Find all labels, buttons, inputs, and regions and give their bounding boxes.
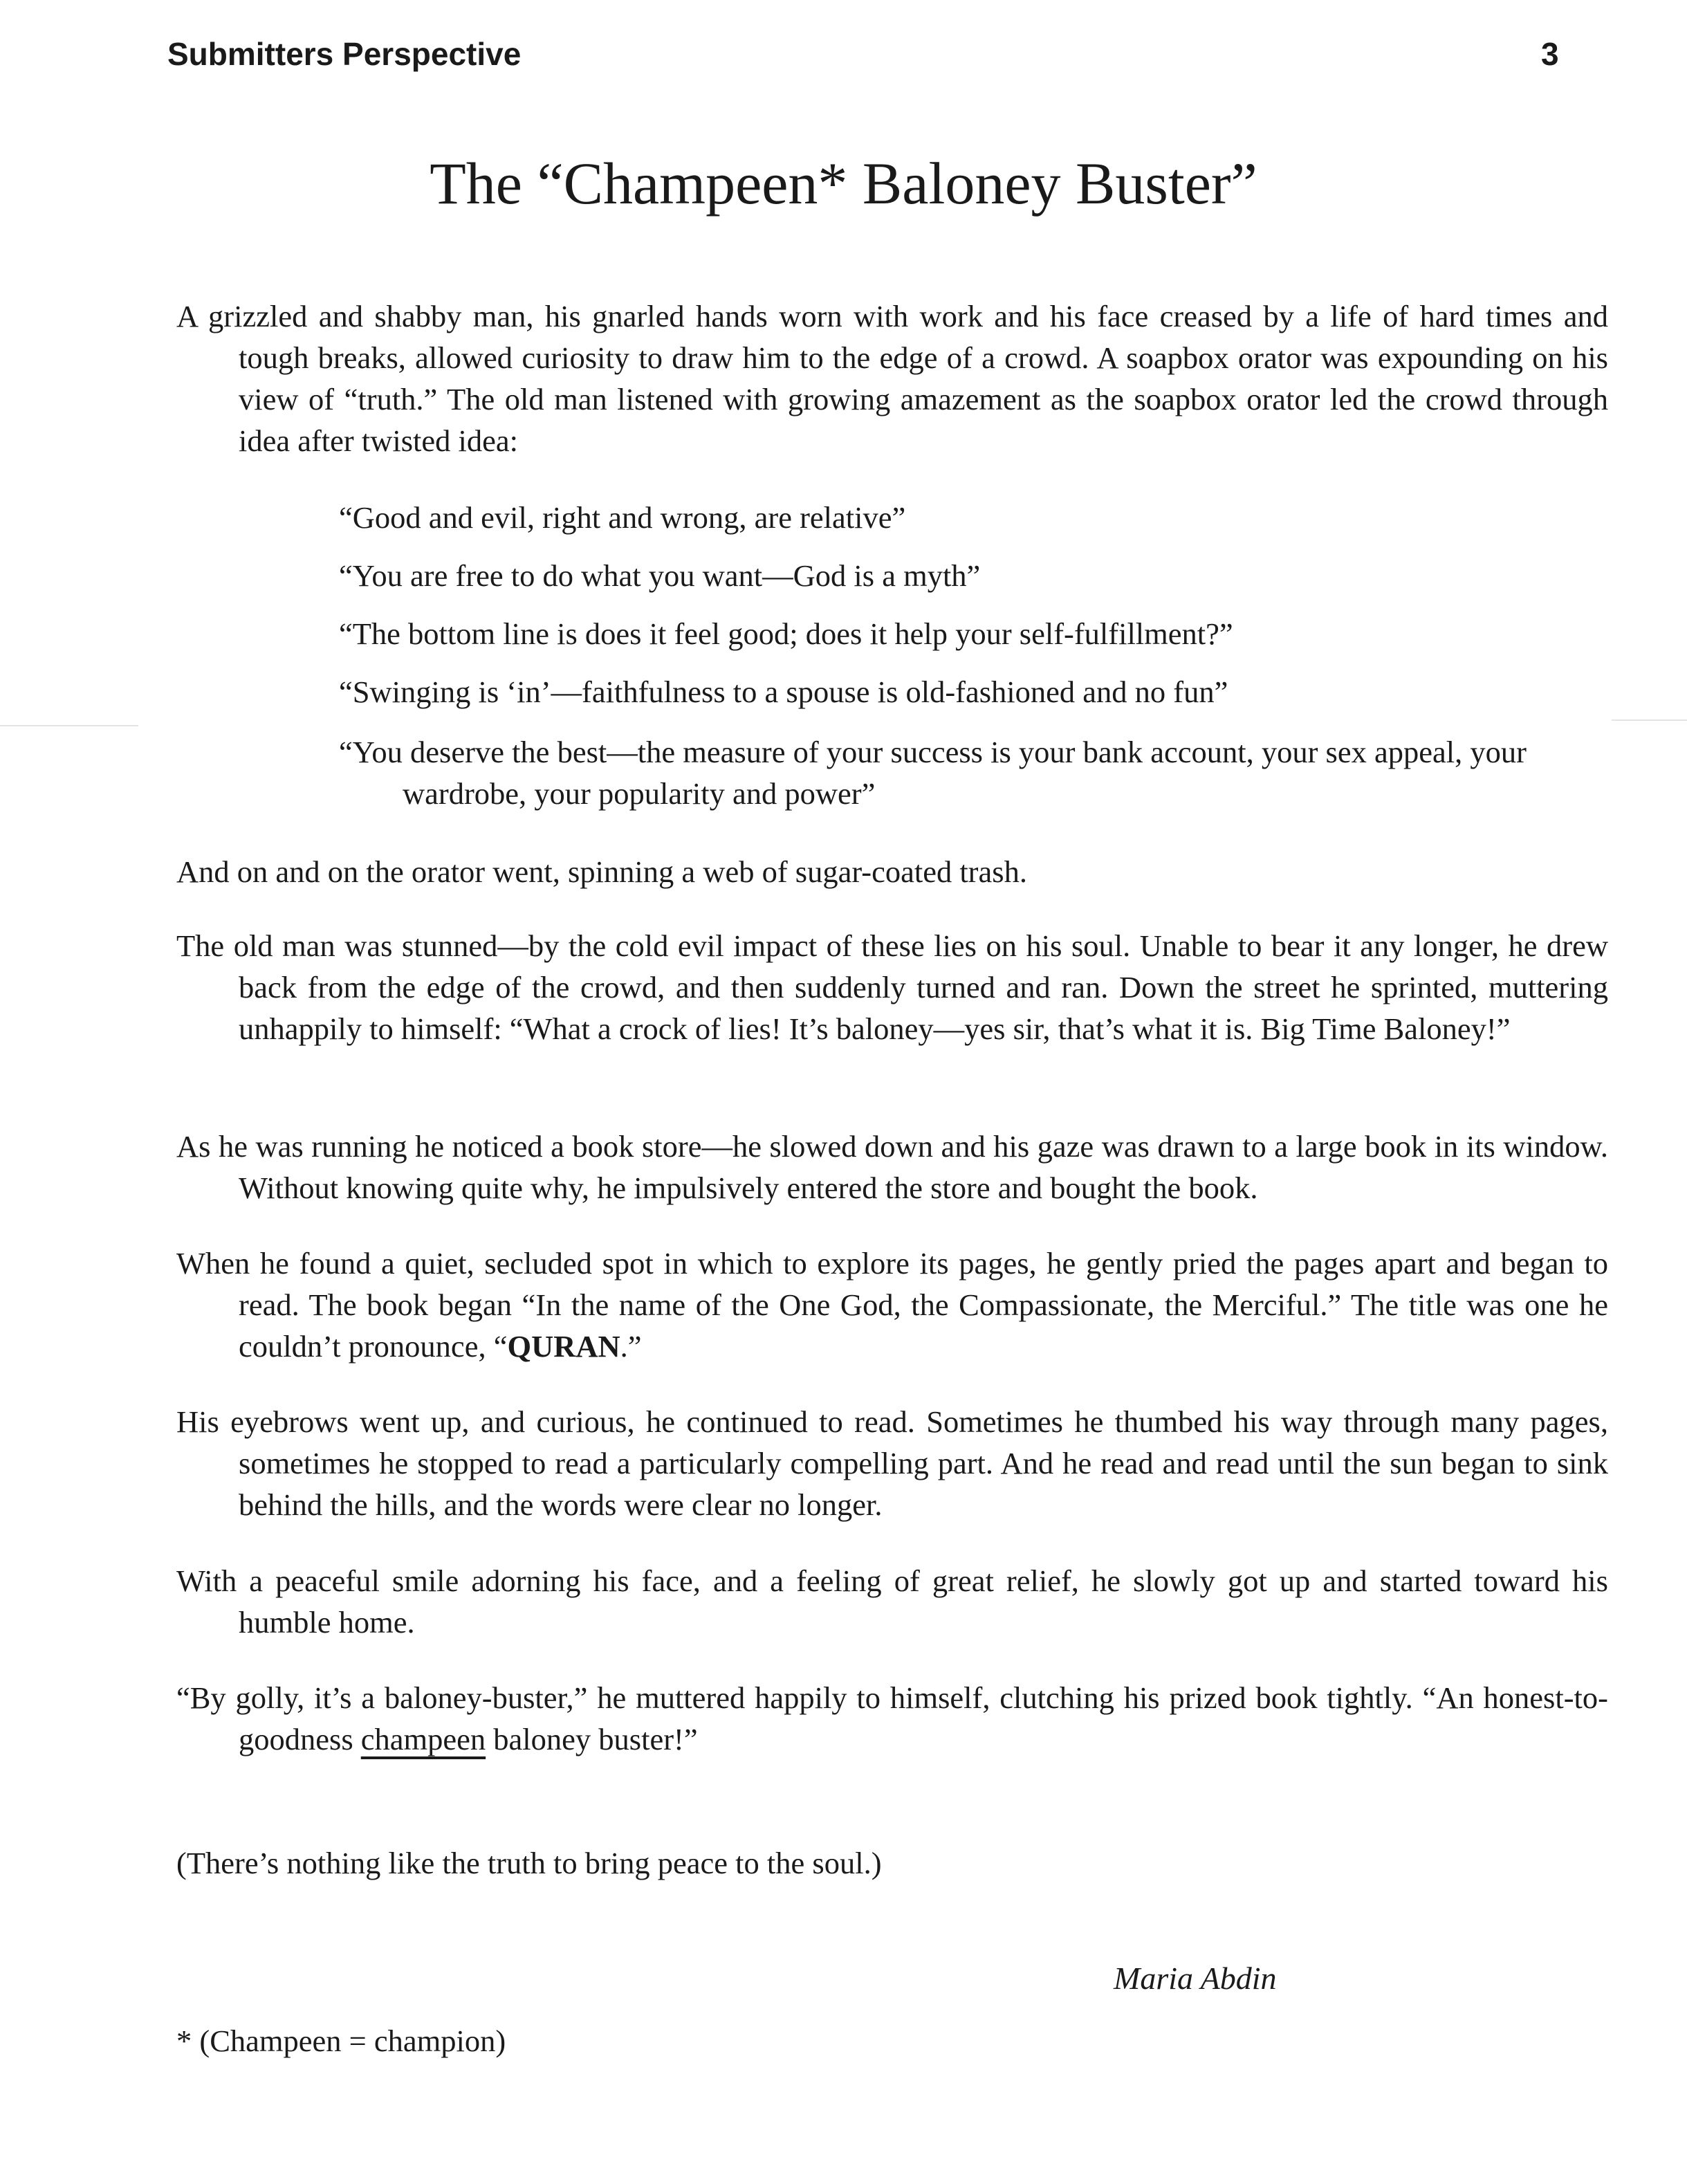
champeen-underlined: champeen: [360, 1722, 486, 1756]
quran-title: QURAN: [507, 1329, 620, 1364]
paragraph-smile: With a peaceful smile adorning his face, and a feeling of great relief, he slowly got up and started toward his humble home.: [176, 1563, 1608, 1640]
reading-text: When he found a quiet, secluded spot in which to explore its pages, he gently pried the pages apart and began to read. The book began “In the name of the One God, the Compassionate, the Merciful.” The title was one he couldn’t pronounce, “: [176, 1246, 1608, 1364]
quote-item: “Good and evil, right and wrong, are relative”: [339, 500, 906, 535]
paragraph-orator: And on and on the orator went, spinning a web of sugar-coated trash.: [176, 854, 1027, 889]
author-signature: Maria Abdin: [1114, 1961, 1277, 1996]
golly-text: “By golly, it’s a baloney-buster,” he muttered happily to himself, clutching his prized book tightly. “An honest-to-goodness: [176, 1680, 1608, 1756]
paragraph-bookstore: As he was running he noticed a book store—he slowed down and his gaze was drawn to a large book in its window. Without knowing quite why, he impulsively entered the store and bought the book.: [176, 1129, 1608, 1205]
paper-fold-mark: [0, 725, 138, 726]
golly-text-end: baloney buster!”: [486, 1722, 698, 1756]
paragraph-golly: [176, 1677, 1608, 1760]
quote-item: “The bottom line is does it feel good; does it help your self-fulfillment?”: [339, 616, 1233, 651]
quote-item: “You are free to do what you want—God is a myth”: [339, 558, 981, 593]
footnote: * (Champeen = champion): [176, 2024, 506, 2058]
article-title: The “Champeen* Baloney Buster”: [430, 150, 1257, 217]
paragraph-reading: [176, 1242, 1608, 1367]
quote-item: “Swinging is ‘in’—faithfulness to a spouse is old-fashioned and no fun”: [339, 675, 1228, 709]
paragraph-eyebrows: His eyebrows went up, and curious, he continued to read. Sometimes he thumbed his way through many pages, sometimes he stopped to read a particularly compelling part. And he read and read until the sun began to sink behind the hills, and the words were clear no longer.: [176, 1404, 1608, 1522]
page-number: 3: [1541, 36, 1559, 72]
quote-item: “You deserve the best—the measure of your success is your bank account, your sex appeal, your wardrobe, your popularity and power”: [339, 735, 1527, 811]
reading-text-end: .”: [620, 1329, 642, 1364]
publication-name: Submitters Perspective: [167, 36, 522, 72]
paper-fold-mark: [1612, 719, 1687, 721]
paragraph-stunned: The old man was stunned—by the cold evil impact of these lies on his soul. Unable to bear it any longer, he drew back from the edge of the crowd, and then suddenly turned and ran. Down the street he sprinted, muttering unhappily to himself: “What a crock of lies! It’s baloney—yes sir, that’s what it is. Big Time Baloney!”: [176, 928, 1608, 1046]
paragraph-intro: A grizzled and shabby man, his gnarled hands worn with work and his face creased by a life of hard times and tough breaks, allowed curiosity to draw him to the edge of a crowd. A soapbox orator was expounding on his view of “truth.” The old man listened with growing amazement as the soapbox orator led the crowd through idea after twisted idea:: [176, 299, 1608, 458]
closing-line: (There’s nothing like the truth to bring peace to the soul.): [176, 1846, 882, 1880]
